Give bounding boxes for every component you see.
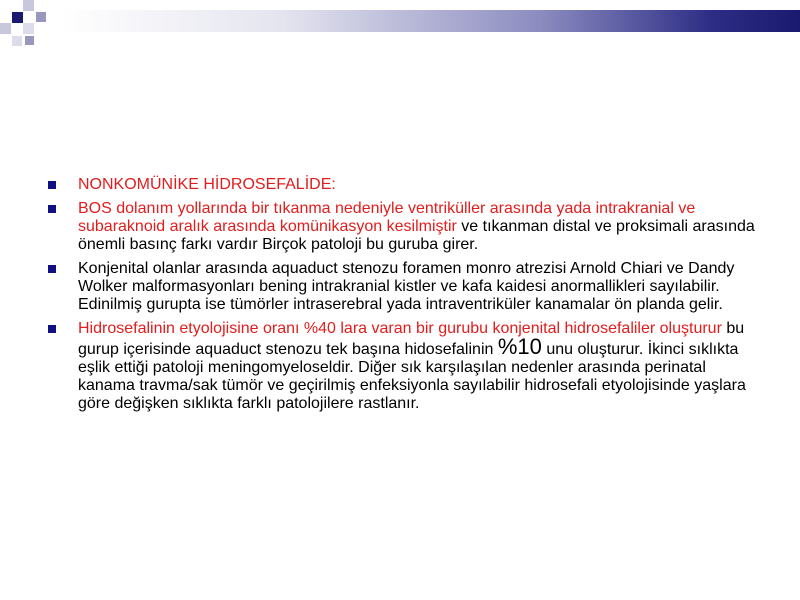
bullet-text: ve tıkanman distal ve proksimali arasında önemli basınç farkı vardır Birçok patoloji bu guruba girer. — [78, 218, 755, 253]
bullet-text-red: Hidrosefalinin etyolojisine oranı %40 lara varan bir gurubu konjenital hidrosefaliler oluşturur — [78, 320, 722, 337]
square-bullet-icon — [48, 181, 56, 189]
title-gradient-bar — [62, 10, 800, 32]
deco-square — [12, 12, 23, 23]
bullet-text-red: BOS dolanım yollarında bir tıkanma nedeniyle ventriküller arasında yada intrakranial ve subaraknoid aralık arasında komünikasyon kesilmiştir — [78, 200, 696, 235]
slide-body — [48, 176, 763, 419]
deco-square — [23, 23, 34, 34]
bullet-text: unu oluşturur. İkinci sıklıkta eşlik ettiği patoloji meningomyeloseldir. Diğer sık karşılaşılan nedenler arasında perinatal kanama travma/sak tümör ve geçirilmiş enfeksiyonla sayılabilir hidrosefali etyolojisinde yaşlara göre değişken sıklıkta farklı patolojilere rastlanır. — [78, 341, 746, 412]
bullet-item — [48, 176, 763, 194]
deco-square — [12, 36, 22, 46]
bullet-item — [48, 200, 763, 254]
deco-square — [0, 23, 11, 34]
bullet-text-large: %10 — [497, 334, 542, 359]
deco-square — [23, 0, 34, 11]
square-bullet-icon — [48, 265, 56, 273]
square-bullet-icon — [48, 205, 56, 213]
bullet-item — [48, 320, 763, 413]
bullet-text: Konjenital olanlar arasında aquaduct stenozu foramen monro atrezisi Arnold Chiari ve Dandy Wolker malformasyonları bening intrakranial kistler ve kafa kaidesi anormallikleri sayılabilir. Edinilmiş gurupta ise tümörler intraserebral yada intraventriküler kanamalar ön planda gelir. — [78, 260, 735, 313]
decorative-squares — [0, 0, 62, 50]
deco-square — [25, 36, 34, 45]
deco-square — [36, 12, 46, 22]
bullet-item — [48, 260, 763, 314]
square-bullet-icon — [48, 325, 56, 333]
bullet-text-red: NONKOMÜNİKE HİDROSEFALİDE: — [78, 176, 336, 193]
bullet-text: bu gurup içerisinde aquaduct stenozu tek başına hidosefalinin — [78, 320, 745, 358]
